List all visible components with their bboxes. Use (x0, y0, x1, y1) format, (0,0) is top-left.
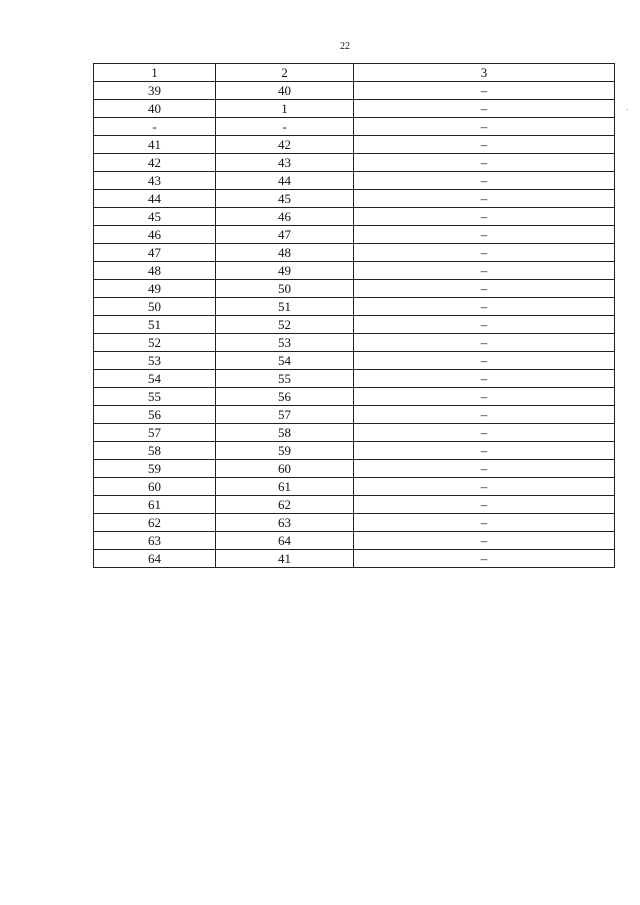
table-cell-col-1: 63 (94, 532, 216, 550)
table-cell-col-3: – (354, 136, 615, 154)
table-row (94, 334, 615, 352)
table-cell-col-3: – (354, 154, 615, 172)
table-cell-col-3: – (354, 226, 615, 244)
table-cell-col-3: – (354, 514, 615, 532)
column-header-3: 3 (354, 64, 615, 82)
table-cell-col-1: 47 (94, 244, 216, 262)
table-row (94, 460, 615, 478)
table-cell-col-3: – (354, 280, 615, 298)
table-cell-col-2: 40 (216, 82, 354, 100)
table-cell-col-2: 62 (216, 496, 354, 514)
table-cell-col-2: 46 (216, 208, 354, 226)
column-header-2: 2 (216, 64, 354, 82)
table-cell-col-1: 40 (94, 100, 216, 118)
table-cell-col-1: 50 (94, 298, 216, 316)
table-cell-col-2: 42 (216, 136, 354, 154)
table-cell-col-2: - (216, 118, 354, 136)
table-cell-col-1: 44 (94, 190, 216, 208)
table-cell-col-2: 45 (216, 190, 354, 208)
table-cell-col-1: 49 (94, 280, 216, 298)
table-cell-col-1: 55 (94, 388, 216, 406)
table-cell-col-3: – (354, 424, 615, 442)
table-cell-col-2: 64 (216, 532, 354, 550)
table-row (94, 424, 615, 442)
table-cell-col-1: 45 (94, 208, 216, 226)
table-cell-col-2: 43 (216, 154, 354, 172)
table-row (94, 406, 615, 424)
data-table (93, 63, 615, 568)
table-row (94, 514, 615, 532)
table-cell-col-2: 52 (216, 316, 354, 334)
table-cell-col-1: 41 (94, 136, 216, 154)
table-cell-col-2: 59 (216, 442, 354, 460)
table-row (94, 370, 615, 388)
table-cell-col-3: – (354, 82, 615, 100)
table-row (94, 280, 615, 298)
table-cell-col-3: – (354, 442, 615, 460)
table-row (94, 82, 615, 100)
table-row (94, 172, 615, 190)
table-cell-col-3: – (354, 244, 615, 262)
table-cell-col-3: – (354, 298, 615, 316)
table-cell-col-3: – (354, 370, 615, 388)
table-cell-col-2: 54 (216, 352, 354, 370)
table-row (94, 478, 615, 496)
table-row (94, 118, 615, 136)
table-cell-col-2: 47 (216, 226, 354, 244)
table-cell-col-3: – (354, 316, 615, 334)
table-cell-col-2: 56 (216, 388, 354, 406)
table-cell-col-1: 53 (94, 352, 216, 370)
table-cell-col-1: 39 (94, 82, 216, 100)
page-number: 22 (340, 41, 350, 52)
table-body (94, 82, 615, 568)
table-cell-col-3: – (354, 406, 615, 424)
table-cell-col-3: – (354, 118, 615, 136)
table-cell-col-2: 63 (216, 514, 354, 532)
table-cell-col-1: 51 (94, 316, 216, 334)
table-row (94, 352, 615, 370)
table-cell-col-3: – (354, 532, 615, 550)
table-cell-col-3: – (354, 352, 615, 370)
table-cell-col-2: 41 (216, 550, 354, 568)
table-row (94, 190, 615, 208)
table-cell-col-3: – (354, 388, 615, 406)
table-cell-col-3: – (354, 100, 615, 118)
table-cell-col-1: 46 (94, 226, 216, 244)
table-row (94, 388, 615, 406)
table-cell-col-1: 43 (94, 172, 216, 190)
table-cell-col-3: – (354, 262, 615, 280)
table-cell-col-1: 60 (94, 478, 216, 496)
table-cell-col-2: 60 (216, 460, 354, 478)
table-row (94, 226, 615, 244)
table-row (94, 100, 615, 118)
table-cell-col-2: 44 (216, 172, 354, 190)
table-row (94, 136, 615, 154)
table-cell-col-3: – (354, 190, 615, 208)
table-row (94, 496, 615, 514)
table-row (94, 262, 615, 280)
table-cell-col-3: – (354, 460, 615, 478)
table-cell-col-1: - (94, 118, 216, 136)
table-row (94, 208, 615, 226)
table-cell-col-1: 57 (94, 424, 216, 442)
table-cell-col-3: – (354, 172, 615, 190)
table-cell-col-3: – (354, 496, 615, 514)
table-cell-col-1: 56 (94, 406, 216, 424)
table-cell-col-2: 57 (216, 406, 354, 424)
table-cell-col-1: 64 (94, 550, 216, 568)
table-cell-col-2: 50 (216, 280, 354, 298)
table-header-row (94, 64, 615, 82)
table-cell-col-2: 49 (216, 262, 354, 280)
table-cell-col-1: 58 (94, 442, 216, 460)
table-cell-col-1: 52 (94, 334, 216, 352)
table-cell-col-1: 54 (94, 370, 216, 388)
table-cell-col-2: 51 (216, 298, 354, 316)
table-cell-col-1: 48 (94, 262, 216, 280)
table-cell-col-2: 55 (216, 370, 354, 388)
table-row (94, 316, 615, 334)
table-cell-col-2: 1 (216, 100, 354, 118)
table-cell-col-2: 58 (216, 424, 354, 442)
table-cell-col-1: 61 (94, 496, 216, 514)
column-header-1: 1 (94, 64, 216, 82)
table-cell-col-1: 62 (94, 514, 216, 532)
table-row (94, 154, 615, 172)
table-cell-col-2: 53 (216, 334, 354, 352)
margin-mark: . (626, 103, 628, 112)
table-cell-col-2: 61 (216, 478, 354, 496)
table-row (94, 550, 615, 568)
table-cell-col-2: 48 (216, 244, 354, 262)
table-cell-col-3: – (354, 208, 615, 226)
table-cell-col-1: 59 (94, 460, 216, 478)
table-cell-col-3: – (354, 478, 615, 496)
table-row (94, 442, 615, 460)
table-cell-col-3: – (354, 334, 615, 352)
table-cell-col-3: – (354, 550, 615, 568)
table-row (94, 244, 615, 262)
table-row (94, 532, 615, 550)
table-cell-col-1: 42 (94, 154, 216, 172)
table-row (94, 298, 615, 316)
